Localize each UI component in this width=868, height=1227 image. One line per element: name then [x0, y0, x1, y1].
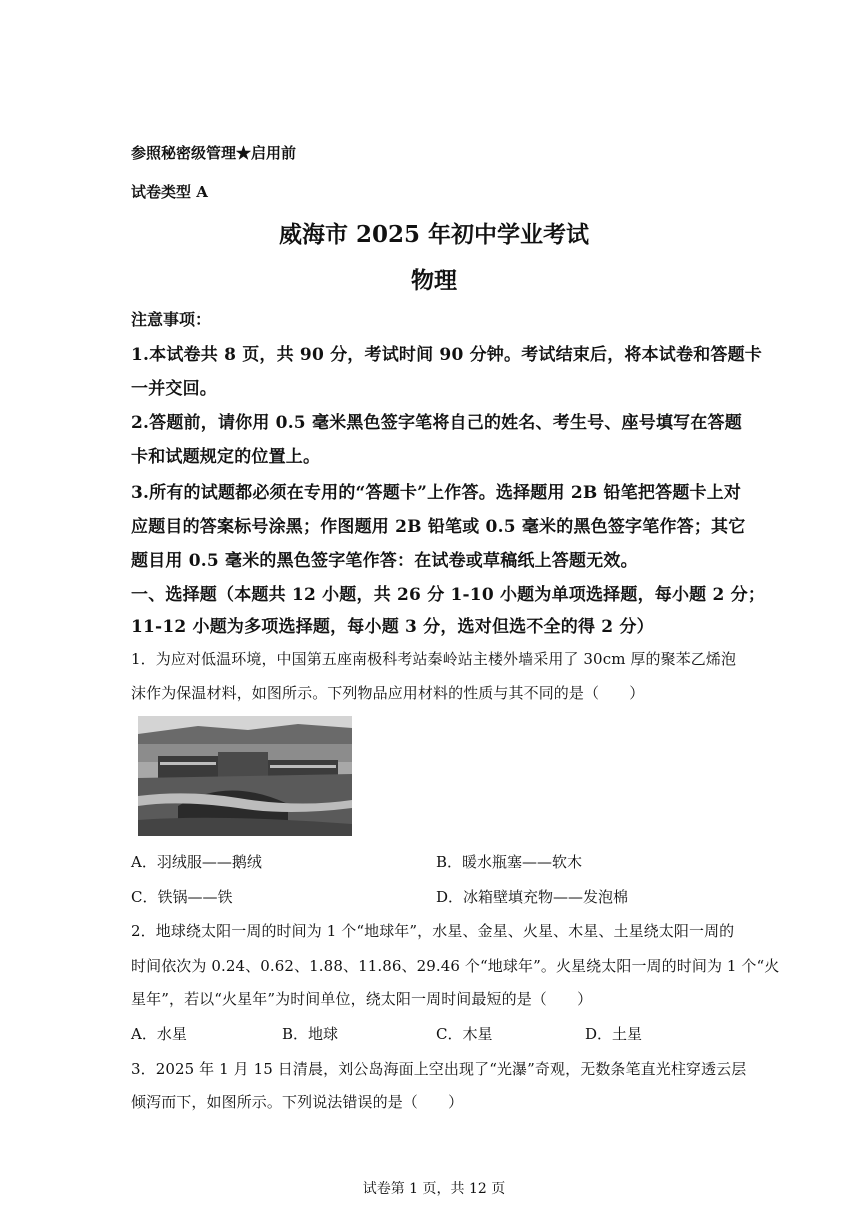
- question-1-text: 沫作为保温材料，如图所示。下列物品应用材料的性质与其不同的是（ ）: [131, 684, 645, 702]
- q2-option-d: D．土星: [585, 1025, 643, 1043]
- question-2-text: 2．地球绕太阳一周的时间为 1 个“地球年”，水星、金星、火星、木星、土星绕太阳一周的: [131, 922, 735, 940]
- page-footer: 试卷第 1 页，共 12 页: [362, 1181, 506, 1197]
- q1-option-b: B．暖水瓶塞——软木: [436, 853, 583, 871]
- notice-heading: 注意事项：: [131, 310, 212, 329]
- q1-option-a: A．羽绒服——鹅绒: [131, 853, 262, 871]
- antarctic-station-photo: [138, 716, 352, 836]
- notice-line: 应题目的答案标号涂黑；作图题用 2B 铅笔或 0.5 毫米的黑色签字笔作答；其它: [131, 517, 746, 537]
- section-heading: 一、选择题（本题共 12 小题，共 26 分 1-10 小题为单项选择题，每小题 2 分；: [131, 585, 766, 605]
- notice-line: 一并交回。: [131, 379, 217, 399]
- notice-line: 1.本试卷共 8 页，共 90 分，考试时间 90 分钟。考试结束后，将本试卷和答题卡: [131, 345, 762, 365]
- notice-line: 3.所有的试题都必须在专用的“答题卡”上作答。选择题用 2B 铅笔把答题卡上对: [131, 483, 742, 503]
- notice-line: 卡和试题规定的位置上。: [131, 447, 321, 467]
- question-2-text: 星年”，若以“火星年”为时间单位，绕太阳一周时间最短的是（ ）: [131, 990, 593, 1008]
- section-heading: 11-12 小题为多项选择题，每小题 3 分，选对但选不全的得 2 分）: [131, 617, 654, 637]
- question-2-text: 时间依次为 0.24、0.62、1.88、11.86、29.46 个“地球年”。火星绕太阳一周的时间为 1 个“火: [131, 957, 780, 975]
- paper-type-label: 试卷类型 A: [131, 183, 208, 201]
- question-3-text: 倾泻而下，如图所示。下列说法错误的是（ ）: [131, 1093, 464, 1111]
- q2-option-b: B．地球: [282, 1025, 339, 1043]
- q1-option-d: D．冰箱壁填充物——发泡棉: [436, 888, 629, 906]
- exam-title: 威海市 2025 年初中学业考试: [278, 221, 590, 248]
- notice-line: 2.答题前，请你用 0.5 毫米黑色签字笔将自己的姓名、考生号、座号填写在答题: [131, 413, 742, 433]
- q2-option-c: C．木星: [436, 1025, 493, 1043]
- question-1-text: 1．为应对低温环境，中国第五座南极科考站秦岭站主楼外墙采用了 30cm 厚的聚苯乙烯泡: [131, 650, 737, 668]
- q1-option-c: C．铁锅——铁: [131, 888, 233, 906]
- q2-option-a: A．水星: [131, 1025, 187, 1043]
- subject-title: 物理: [411, 267, 457, 294]
- question-3-text: 3．2025 年 1 月 15 日清晨，刘公岛海面上空出现了“光瀑”奇观，无数条笔直光柱穿透云层: [131, 1060, 747, 1078]
- notice-line: 题目用 0.5 毫米的黑色签字笔作答：在试卷或草稿纸上答题无效。: [131, 551, 638, 571]
- secrecy-label: 参照秘密级管理★启用前: [131, 144, 297, 162]
